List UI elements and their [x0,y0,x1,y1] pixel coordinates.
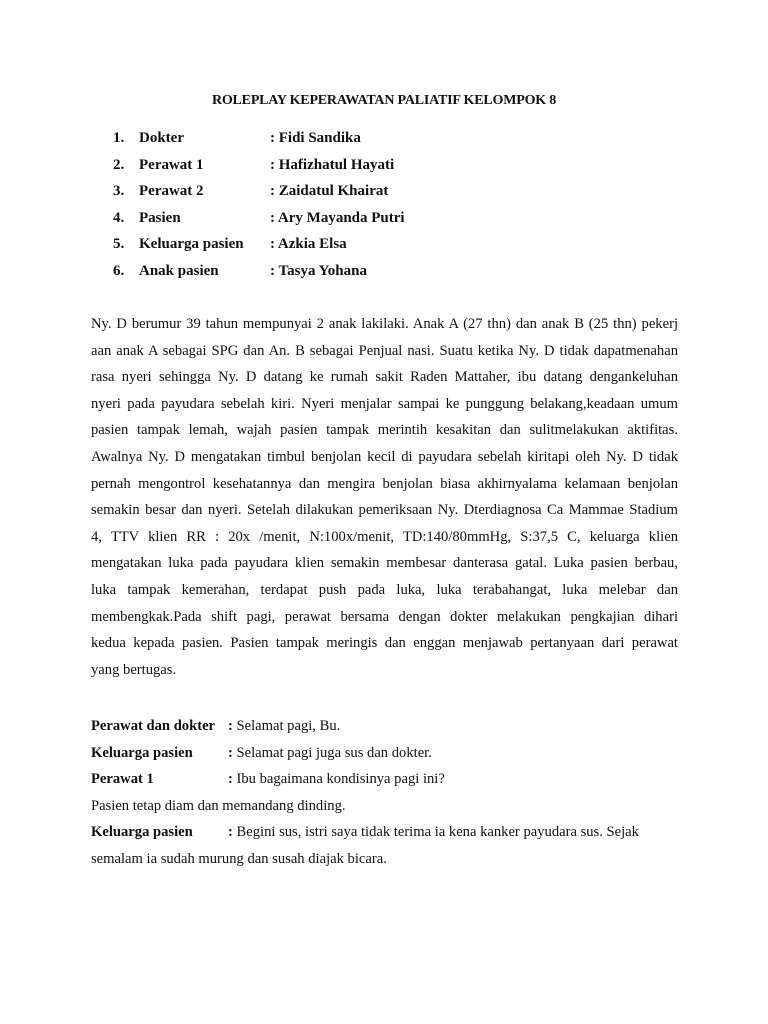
cast-number: 5. [113,236,125,253]
paragraph-line: 4, TTV klien RR : 20x /menit, N:100x/menit, TD:140/80mmHg, S:37,5 C, keluarga klien [91,528,678,545]
cast-actor: : Fidi Sandika [270,130,361,146]
cast-number: 1. [113,130,125,146]
dialog-line: Perawat 1 : Ibu bagaimana kondisinya pagi ini? [91,771,445,788]
dialog-text: Ibu bagaimana kondisinya pagi ini? [236,771,445,788]
cast-role: Dokter [139,130,184,146]
cast-number: 4. [113,209,125,226]
cast-number: 2. [113,156,125,173]
cast-number: 6. [113,262,125,279]
roleplay-dialog [91,716,678,876]
paragraph-line: pasien tampak lemah, wajah pasien tampak merintih kesakitan dan sulitmelakukan aktifitas. [91,422,678,439]
document-title: ROLEPLAY KEPERAWATAN PALIATIF KELOMPOK 8 [211,93,557,108]
cast-actor: : Tasya Yohana [270,262,367,279]
dialog-text: Selamat pagi juga sus dan dokter. [236,744,432,761]
paragraph-line: membengkak.Pada shift pagi, perawat bersama dengan dokter melakukan pengkajian dihari [91,608,678,625]
paragraph-line: yang bertugas. [91,661,177,678]
dialog-text: Begini sus, istri saya tidak terima ia kena kanker payudara sus. Sejak [236,824,639,841]
paragraph-line: rasa nyeri sehingga Ny. D datang ke rumah sakit Raden Mattaher, ibu datang dengankeluhan [91,369,678,386]
paragraph-line: Ny. D berumur 39 tahun mempunyai 2 anak lakilaki. Anak A (27 thn) dan anak B (25 thn) pekerj [91,316,678,332]
cast-actor: : Azkia Elsa [270,236,347,253]
paragraph-line: semakin besar dan nyeri. Setelah dilakukan pemeriksaan Ny. Dterdiagnosa Ca Mammae Stadium [91,502,678,519]
dialog-speaker: Perawat dan dokter [91,718,216,734]
cast-role: Pasien [139,209,181,226]
cast-actor: : Hafizhatul Hayati [270,156,395,173]
dialog-line: Keluarga pasien : Begini sus, istri saya tidak terima ia kena kanker payudara sus. Sejak [91,824,639,841]
paragraph-line: pernah mengontrol kesehatannya dan mengira benjolan biasa akhirnyalama kelamaan benjolan [91,475,678,492]
paragraph-line: nyeri pada payudara sebelah kiri. Nyeri menjalar sampai ke punggung belakang,keadaan umum [91,395,678,412]
paragraph-line: Awalnya Ny. D mengatakan timbul benjolan kecil di payudara sebelah kiritapi oleh Ny. D tidak [91,448,678,465]
cast-number: 3. [113,183,125,200]
cast-role: Anak pasien [139,262,219,279]
dialog-narration: Pasien tetap diam dan memandang dinding. [91,797,346,814]
dialog-line: Perawat dan dokter : Selamat pagi, Bu. [91,718,341,734]
paragraph-line: luka tampak kemerahan, terdapat push pada luka, luka terabahangat, luka melebar dan [91,581,678,598]
cast-actor: : Zaidatul Khairat [270,183,389,200]
paragraph-line: aan anak A sebagai SPG dan An. B sebagai Penjual nasi. Suatu ketika Ny. D tidak dapatmenahan [91,342,678,359]
dialog-text: Selamat pagi, Bu. [236,718,341,734]
dialog-speaker: Keluarga pasien [91,744,193,761]
dialog-line: Keluarga pasien : Selamat pagi juga sus dan dokter. [91,744,432,761]
cast-role: Keluarga pasien [139,236,244,253]
cast-role: Perawat 2 [139,183,204,200]
case-description [91,314,678,686]
paragraph-line: kedua kepada pasien. Pasien tampak meringis dan enggan menjawab pertanyaan dari perawat [91,635,678,652]
dialog-speaker: Perawat 1 [91,771,154,788]
paragraph-line: mengatakan luka pada payudara klien semakin membesar danterasa gatal. Luka pasien berbau, [91,555,678,572]
cast-actor: : Ary Mayanda Putri [270,209,405,226]
dialog-speaker: Keluarga pasien [91,824,193,841]
cast-role: Perawat 1 [139,156,204,173]
dialog-narration: semalam ia sudah murung dan susah diajak bicara. [91,850,387,867]
